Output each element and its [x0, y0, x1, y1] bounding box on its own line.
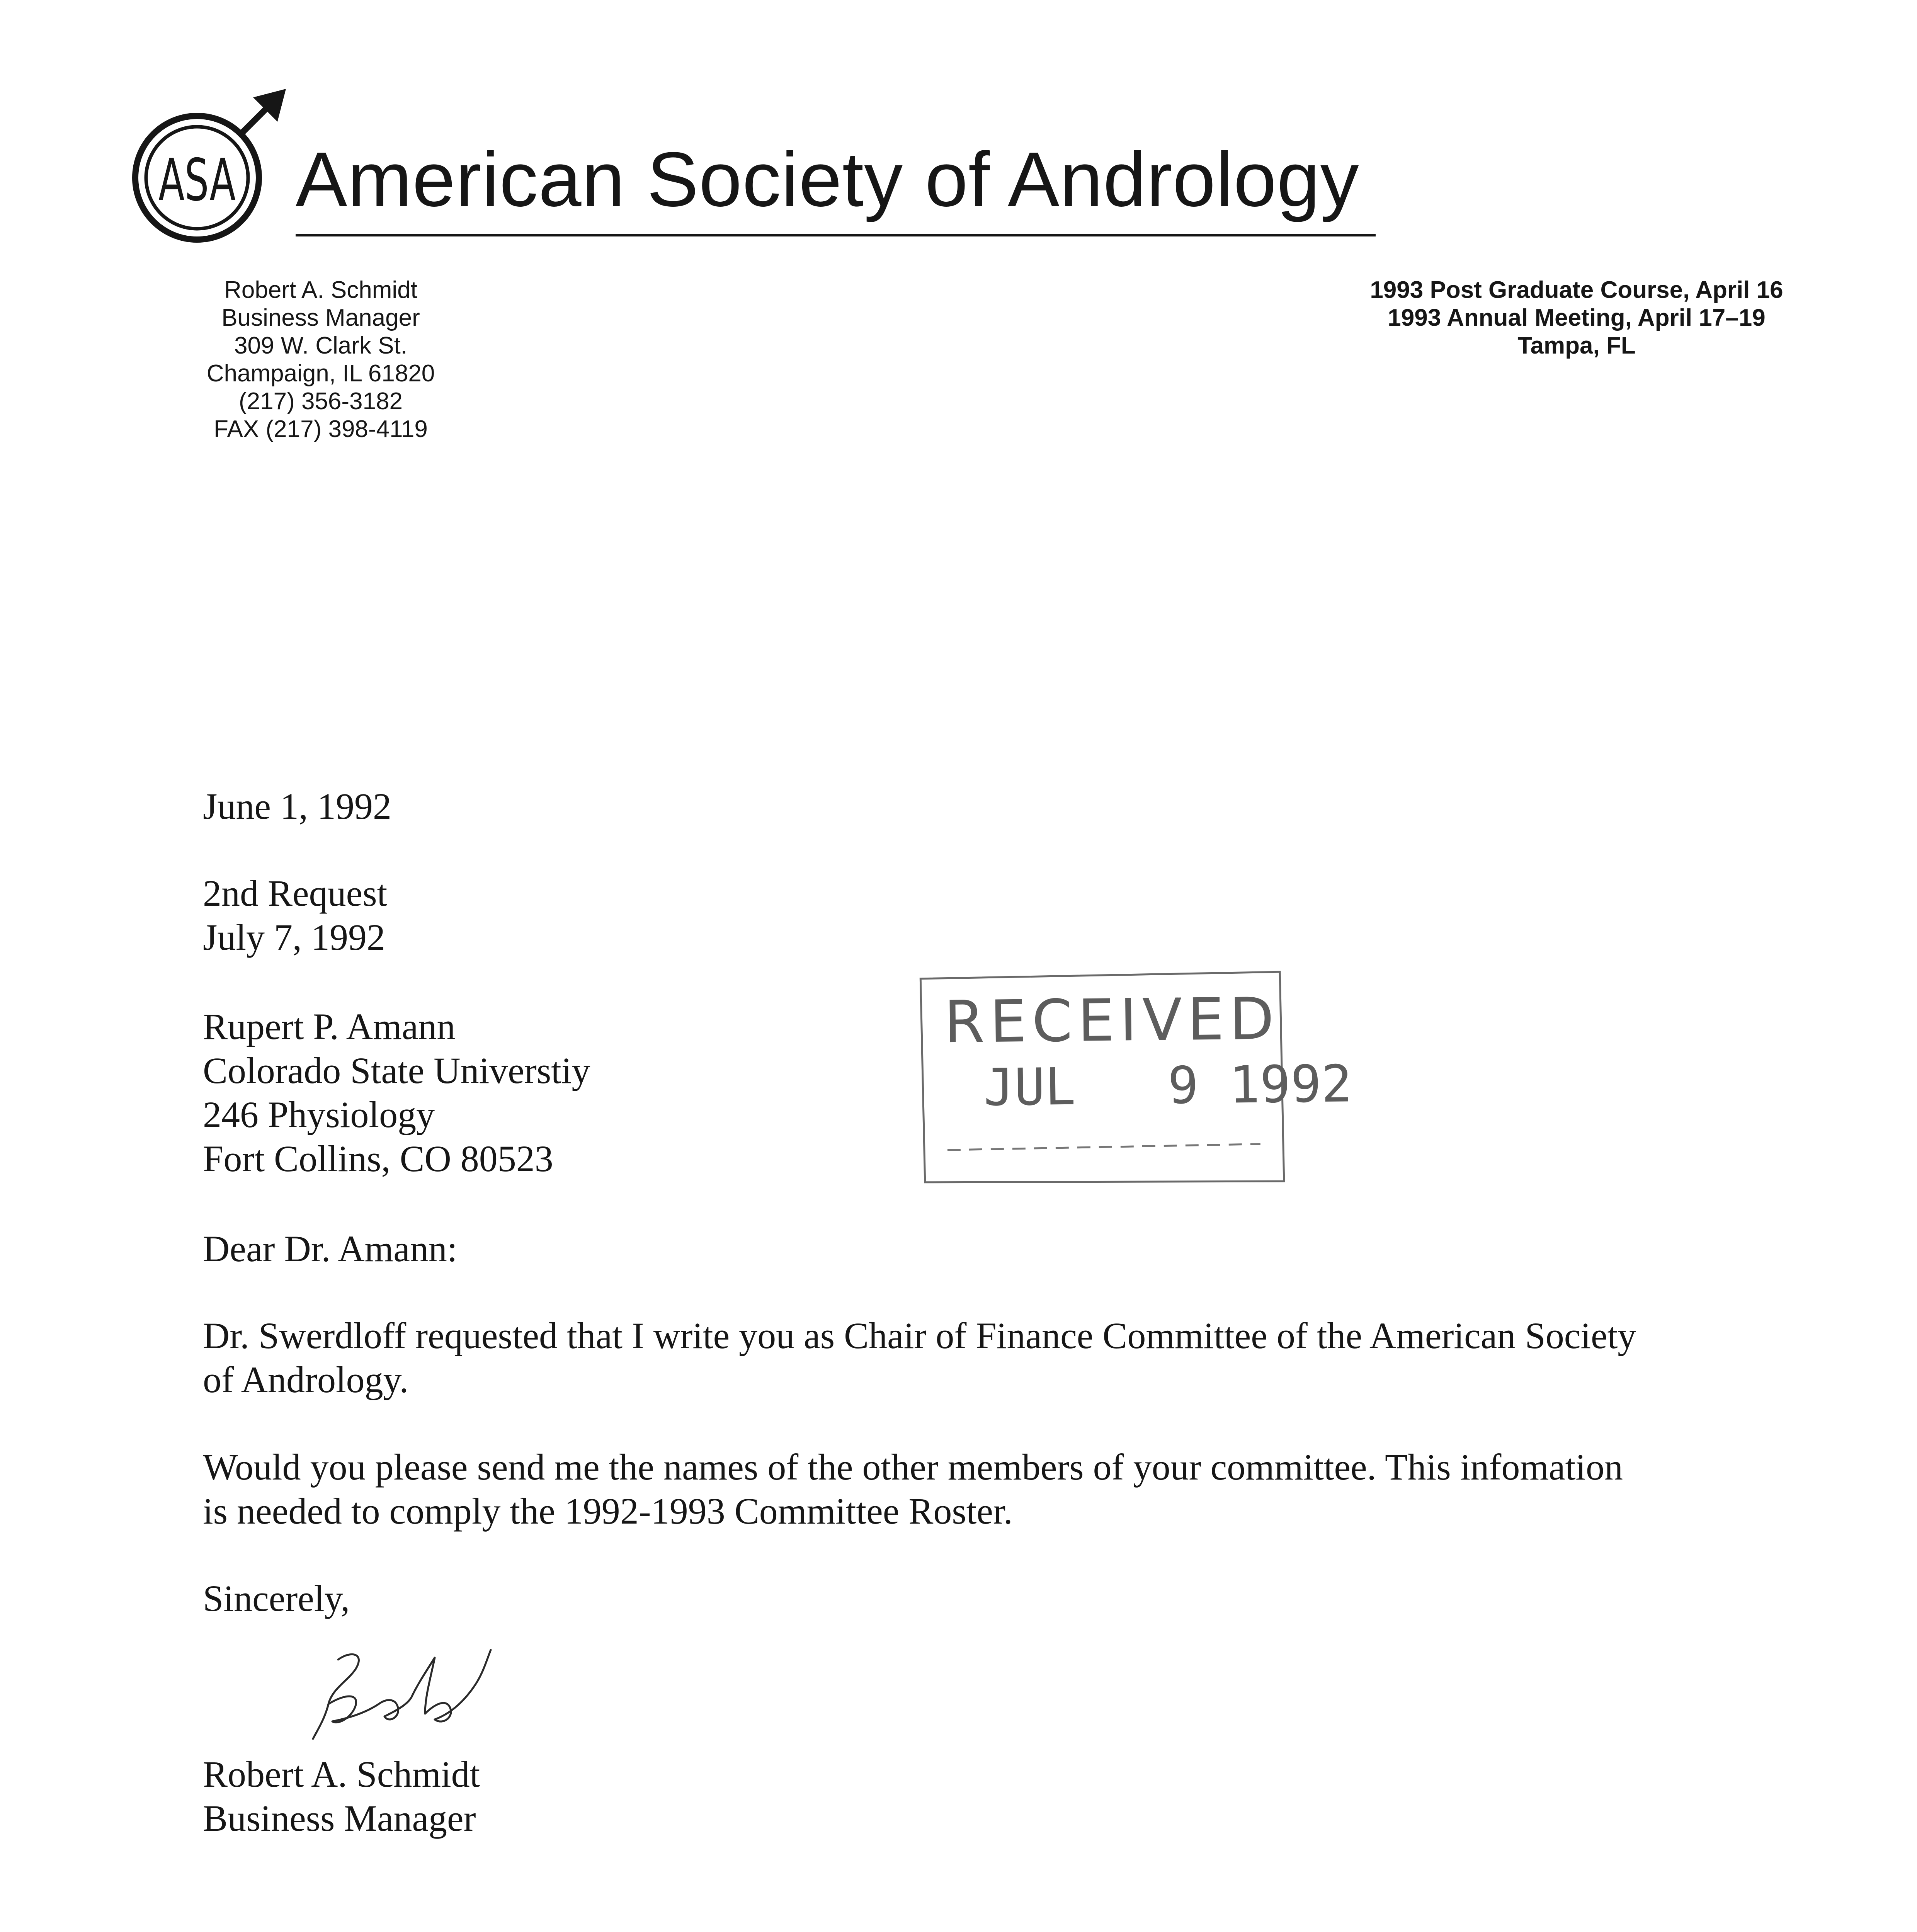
recipient-line: 246 Physiology: [203, 1094, 435, 1135]
sender-fax: FAX (217) 398-4119: [214, 416, 428, 442]
stamp-year: 1992: [1229, 1054, 1352, 1115]
salutation: Dear Dr. Amann:: [203, 1228, 458, 1269]
recipient-address: [203, 1005, 590, 1181]
signature: [301, 1615, 502, 1743]
body-paragraph-1: [203, 1314, 1636, 1402]
signature-scrawl: [301, 1615, 502, 1743]
stamp-date: [983, 1054, 1352, 1117]
body-paragraph-2: [203, 1445, 1623, 1533]
sender-street: 309 W. Clark St.: [234, 332, 407, 359]
paragraph-line: Would you please send me the names of the other members of your committee. This infomation: [203, 1446, 1623, 1488]
letterhead-rule: [296, 234, 1376, 236]
event-line: 1993 Annual Meeting, April 17–19: [1388, 304, 1766, 331]
sender-address: [128, 276, 514, 443]
organization-name: American Society of Andrology: [296, 136, 1359, 223]
signer-name: Robert A. Schmidt: [203, 1753, 480, 1795]
paragraph-line: Dr. Swerdloff requested that I write you as Chair of Finance Committee of the American Society: [203, 1315, 1636, 1356]
recipient-line: Colorado State Universtiy: [203, 1050, 590, 1091]
recipient-line: Fort Collins, CO 80523: [203, 1138, 553, 1179]
sender-phone: (217) 356-3182: [239, 388, 403, 415]
event-line: Tampa, FL: [1517, 332, 1636, 359]
request-date: July 7, 1992: [203, 917, 386, 958]
sender-name: Robert A. Schmidt: [224, 277, 417, 303]
letter-date: June 1, 1992: [203, 786, 391, 827]
stamp-day: 9: [1167, 1056, 1199, 1116]
asa-logo-mark: [128, 77, 298, 247]
stamp-month: JUL: [983, 1057, 1076, 1118]
closing: Sincerely,: [203, 1578, 350, 1619]
recipient-line: Rupert P. Amann: [203, 1006, 456, 1047]
event-line: 1993 Post Graduate Course, April 16: [1370, 277, 1783, 303]
received-stamp: [917, 968, 1352, 1188]
svg-text:ASA: ASA: [158, 147, 236, 214]
paragraph-line: is needed to comply the 1992-1993 Committee Roster.: [203, 1490, 1013, 1532]
sender-city: Champaign, IL 61820: [206, 360, 435, 387]
signer-title: Business Manager: [203, 1798, 476, 1839]
paragraph-line: of Andrology.: [203, 1359, 409, 1400]
request-block: [203, 871, 387, 959]
signer-block: [203, 1752, 480, 1840]
request-label: 2nd Request: [203, 872, 388, 914]
sender-title: Business Manager: [221, 304, 420, 331]
stamp-title: RECEIVED: [944, 985, 1280, 1056]
event-notice: [1316, 276, 1837, 360]
asa-logo: [128, 77, 298, 247]
